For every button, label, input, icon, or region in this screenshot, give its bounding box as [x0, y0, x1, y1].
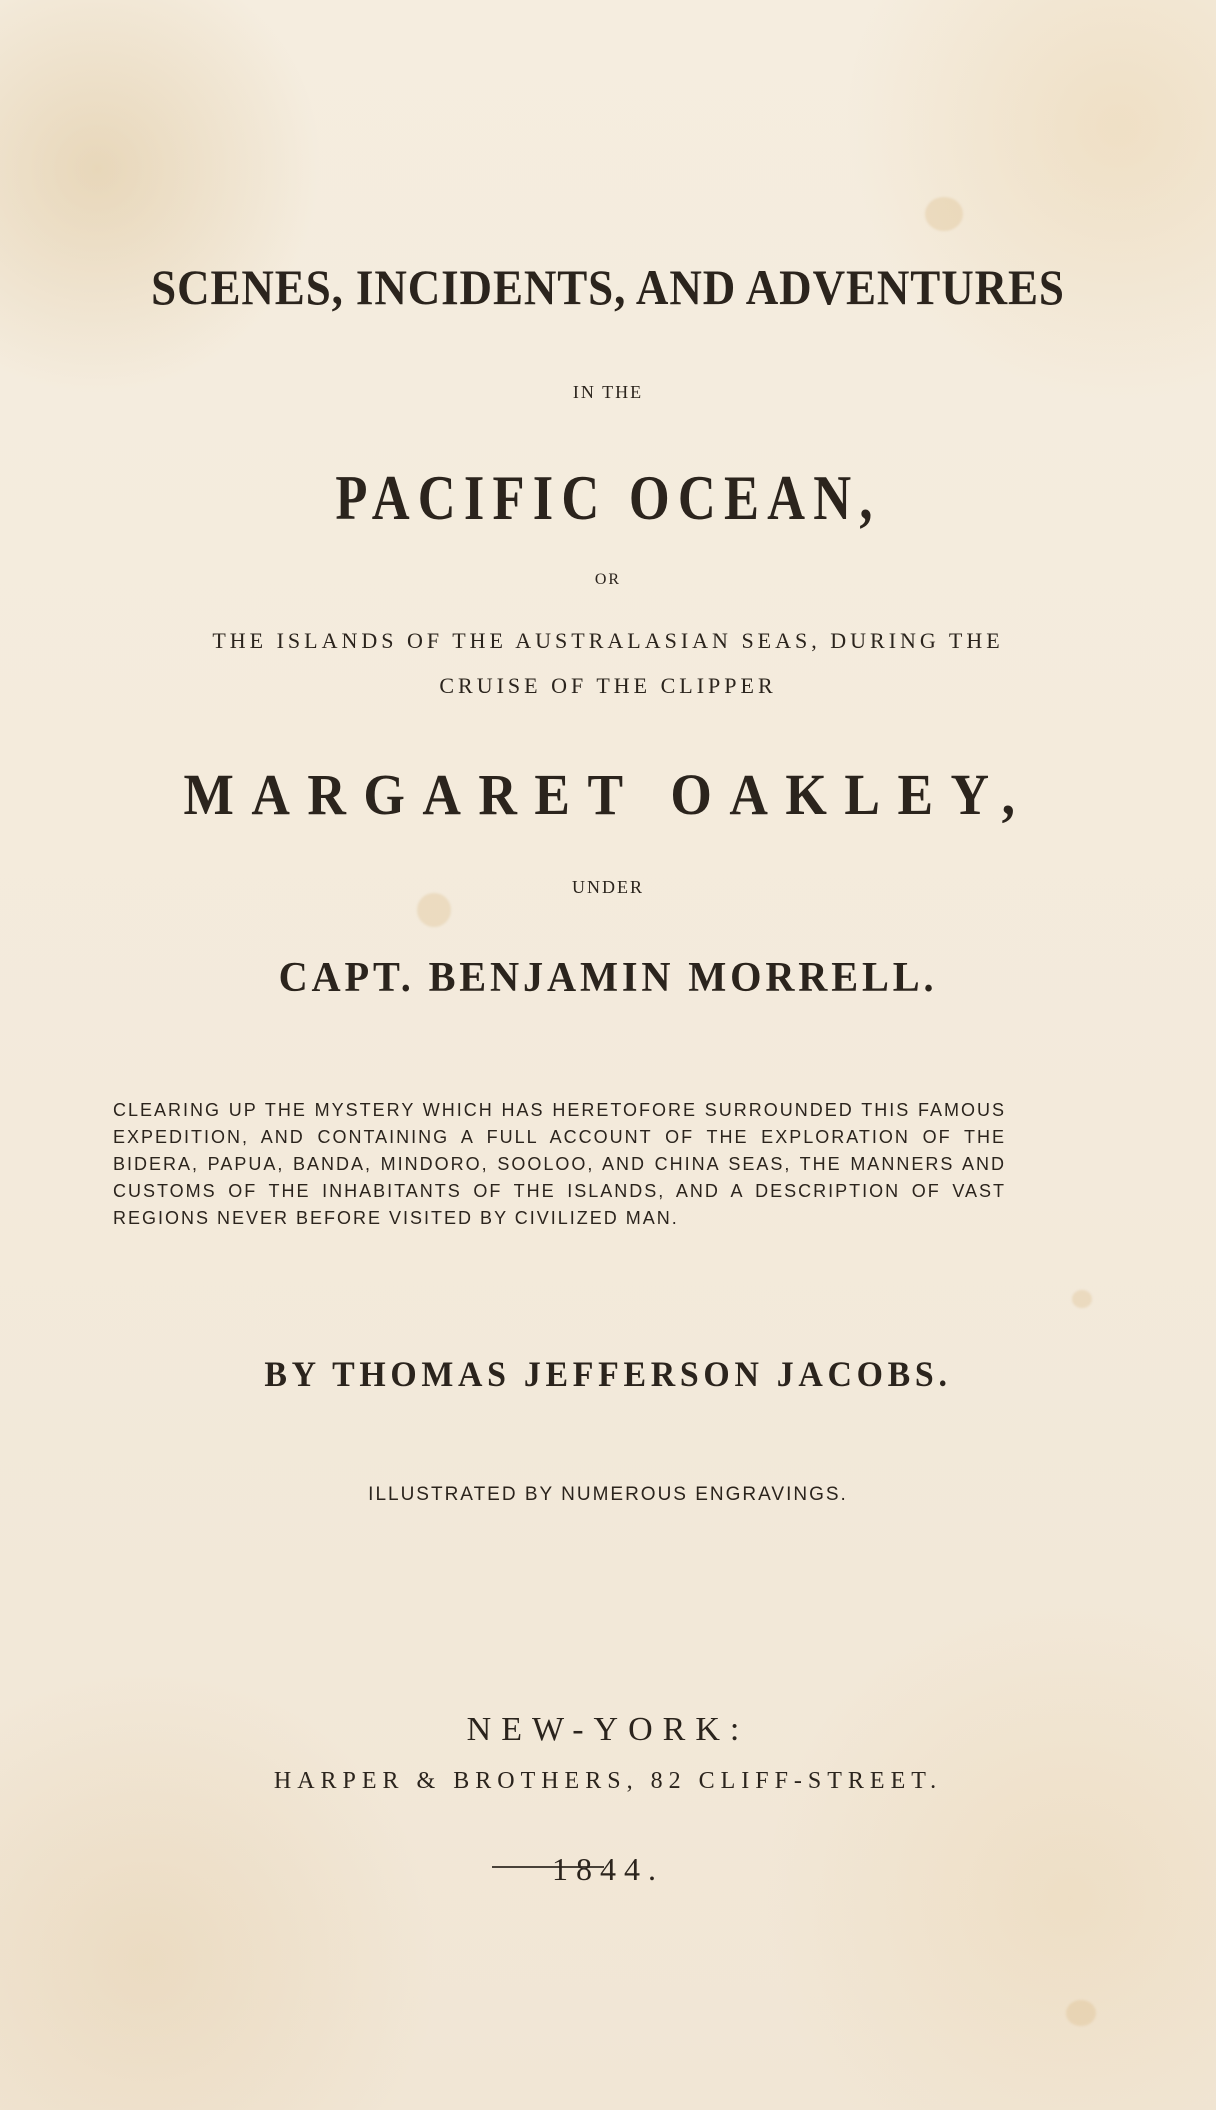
author-line: BY THOMAS JEFFERSON JACOBS.: [264, 1354, 952, 1394]
illustration-note: ILLUSTRATED BY NUMEROUS ENGRAVINGS.: [368, 1484, 848, 1505]
publication-year: 1844.: [552, 1851, 664, 1887]
under-label: UNDER: [572, 877, 644, 897]
book-title: SCENES, INCIDENTS, AND ADVENTURES: [151, 259, 1065, 315]
captain-name: CAPT. BENJAMIN MORRELL.: [278, 955, 938, 1001]
paper-stain: [1066, 2000, 1096, 2026]
alternate-title-connector: OR: [594, 571, 622, 588]
paper-stain: [925, 197, 963, 231]
subtitle-line-2: CRUISE OF THE CLIPPER: [439, 673, 777, 698]
publication-city: NEW-YORK:: [466, 1711, 750, 1748]
publisher-address: HARPER & BROTHERS, 82 CLIFF-STREET.: [273, 1768, 943, 1794]
title-connector: IN THE: [572, 382, 644, 402]
ocean-title: PACIFIC OCEAN,: [335, 462, 881, 533]
paper-stain: [417, 893, 451, 927]
ship-name: MARGARET OAKLEY,: [183, 762, 1033, 827]
book-description: CLEARING UP THE MYSTERY WHICH HAS HERETOFORE SURROUNDED THIS FAMOUS EXPEDITION, AND CONTAINING A FULL ACCOUNT OF THE EXPLORATION OF THE BIDERA, PAPUA, BANDA, MINDORO, SOOLOO, AND CHINA SEAS, THE MANNERS AND CUSTOMS OF THE INHABITANTS OF THE ISLANDS, AND A DESCRIPTION OF VAST REGIONS NEVER BEFORE VISITED BY CIVILIZED MAN.: [113, 1100, 1006, 1228]
paper-stain: [1072, 1290, 1092, 1308]
subtitle-line-1: THE ISLANDS OF THE AUSTRALASIAN SEAS, DURING THE: [212, 628, 1004, 653]
